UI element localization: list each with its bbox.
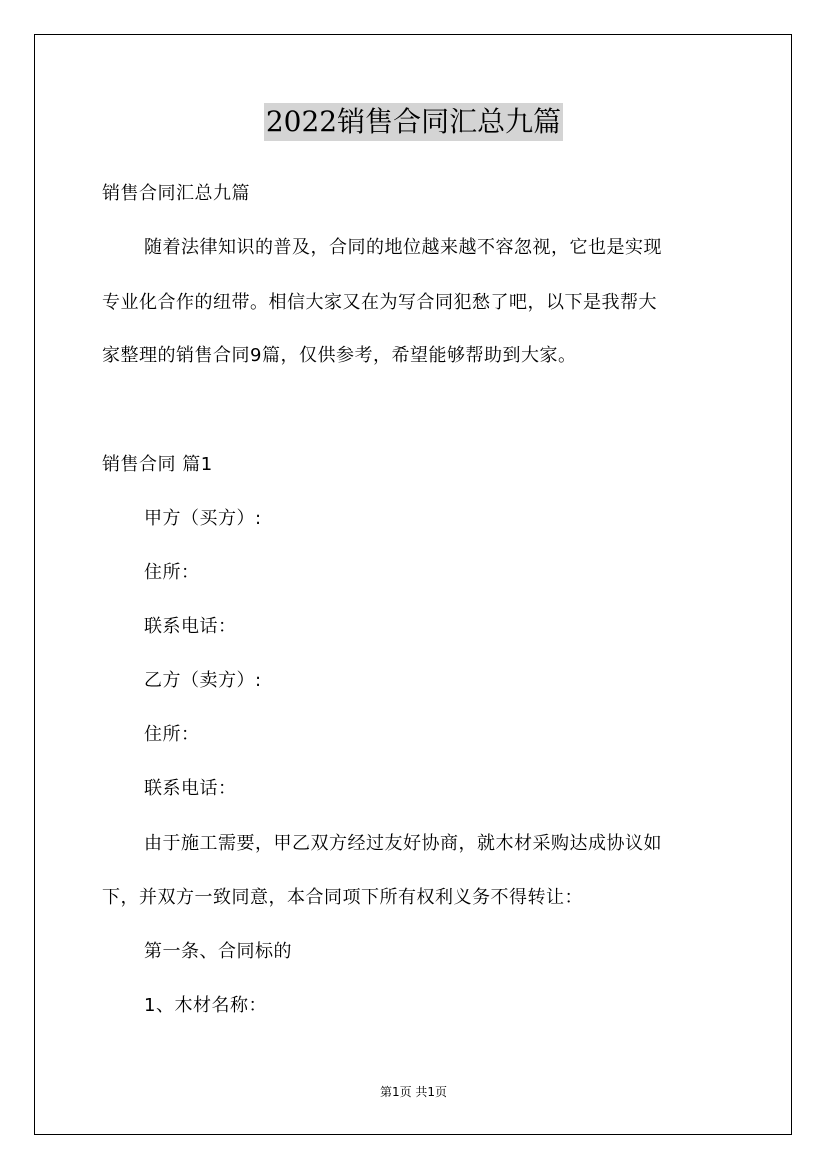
- agreement-line-2: 下，并双方一致同意，本合同项下所有权利义务不得转让：: [102, 887, 583, 908]
- party-b-address: 住所：: [144, 724, 200, 745]
- intro-line-1: 随着法律知识的普及，合同的地位越来越不容忽视，它也是实现: [144, 237, 662, 258]
- page-footer: 第1页 共1页: [379, 1085, 448, 1099]
- item-1: 1、木材名称：: [144, 995, 267, 1016]
- title-container: [0, 103, 827, 141]
- agreement-line-1: 由于施工需要，甲乙双方经过友好协商，就木材采购达成协议如: [144, 833, 662, 854]
- intro-line-2: 专业化合作的纽带。相信大家又在为写合同犯愁了吧，以下是我帮大: [102, 292, 657, 313]
- party-b-phone: 联系电话：: [144, 778, 237, 799]
- document-title: 2022销售合同汇总九篇: [264, 103, 563, 141]
- party-b-label: 乙方（卖方）:: [144, 670, 262, 691]
- party-a-address: 住所：: [144, 562, 200, 583]
- party-a-phone: 联系电话：: [144, 616, 237, 637]
- party-a-label: 甲方（买方）:: [144, 508, 262, 529]
- intro-line-3: 家整理的销售合同9篇，仅供参考，希望能够帮助到大家。: [102, 345, 577, 366]
- article-heading: 第一条、合同标的: [144, 941, 292, 962]
- section-heading: 销售合同 篇1: [102, 454, 213, 475]
- document-subtitle: 销售合同汇总九篇: [102, 183, 250, 204]
